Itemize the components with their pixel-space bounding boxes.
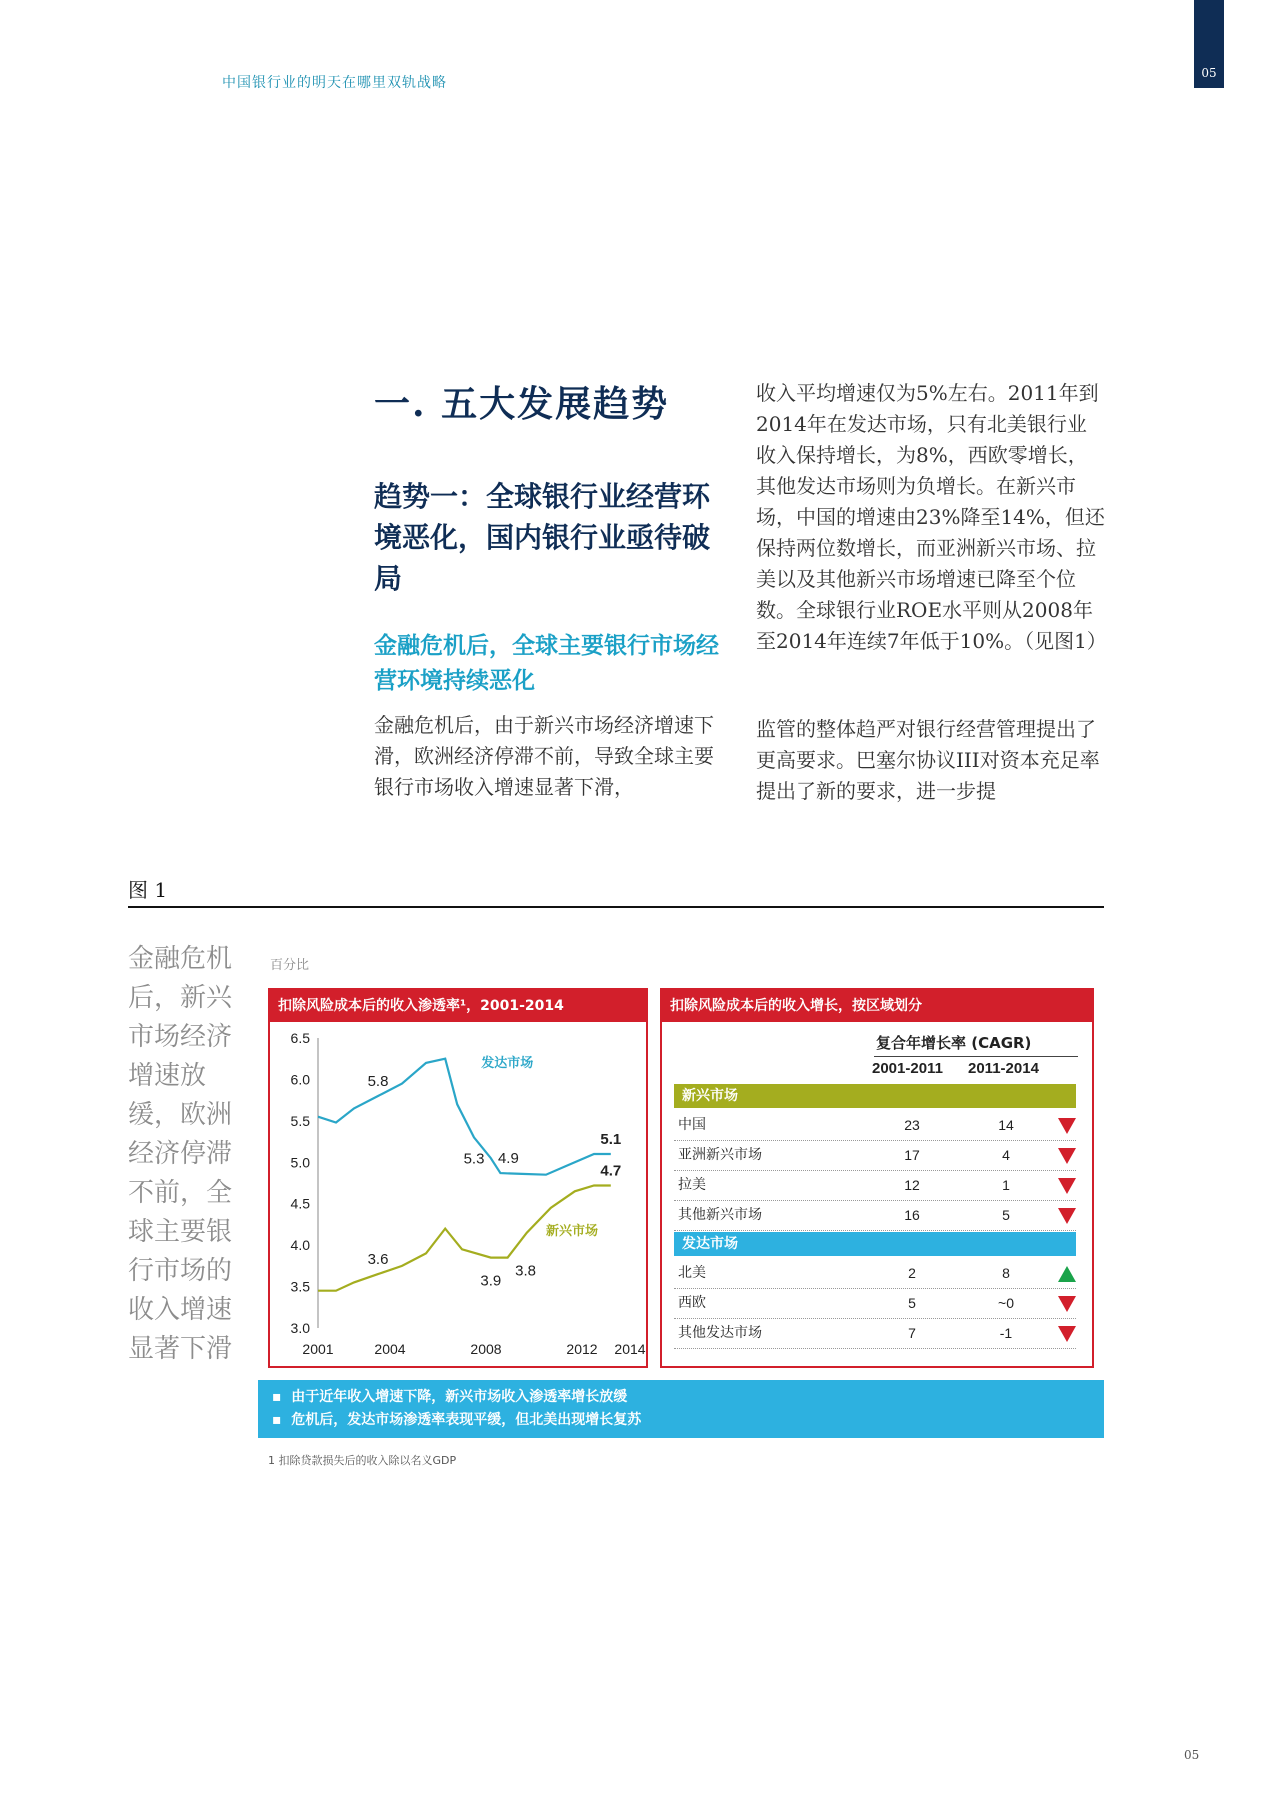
region-name: 拉美: [678, 1177, 706, 1193]
figure-footnote: 1 扣除贷款损失后的收入除以名义GDP: [268, 1454, 457, 1467]
cagr-2011-2014: 8: [1002, 1265, 1010, 1281]
bullet-item: ▪ 由于近年收入增速下降，新兴市场收入渗透率增长放缓: [272, 1389, 628, 1405]
x-tick-label: 2014: [614, 1341, 646, 1357]
cagr-2001-2011: 17: [904, 1147, 920, 1163]
x-tick-label: 2001: [302, 1341, 334, 1357]
chart-unit-label: 百分比: [270, 958, 310, 973]
y-tick-label: 4.0: [290, 1237, 310, 1254]
group-header-emerging: 新兴市场: [674, 1084, 1076, 1108]
section-title: 一. 五大发展趋势: [374, 383, 670, 425]
page-tab: [1194, 0, 1224, 88]
region-name: 其他新兴市场: [678, 1207, 762, 1223]
body-paragraph-left: 金融危机后，由于新兴市场经济增速下滑，欧洲经济停滞不前，导致全球主要银行市场收入增速显著下滑，: [374, 713, 714, 799]
region-name: 中国: [678, 1117, 706, 1133]
table-row: [674, 1258, 1076, 1289]
cagr-2001-2011: 7: [908, 1325, 916, 1341]
region-name: 其他发达市场: [678, 1325, 762, 1341]
cagr-2001-2011: 12: [904, 1177, 920, 1193]
y-tick-label: 4.5: [290, 1195, 310, 1212]
page-tab-number: 05: [1201, 66, 1217, 80]
trend-down-icon: [1058, 1208, 1076, 1224]
data-label: 4.7: [600, 1162, 622, 1180]
region-name: 西欧: [678, 1295, 706, 1311]
y-tick-label: 6.5: [290, 1030, 310, 1046]
bullet-item: ▪ 危机后，发达市场渗透率表现平缓，但北美出现增长复苏: [272, 1412, 642, 1428]
trend-title: 趋势一：全球银行业经营环境恶化，国内银行业亟待破局: [374, 480, 711, 595]
y-tick-label: 3.5: [290, 1278, 310, 1295]
data-label: 5.8: [367, 1073, 389, 1090]
chart-panel-title: 扣除风险成本后的收入渗透率¹，2001-2014: [270, 990, 646, 1022]
trend-down-icon: [1058, 1296, 1076, 1312]
data-label: 3.6: [367, 1251, 389, 1269]
y-tick-label: 6.0: [290, 1071, 310, 1088]
table-row: [674, 1200, 1076, 1231]
data-label: 5.3: [463, 1150, 485, 1168]
data-label: 3.9: [480, 1272, 502, 1290]
table-row: [674, 1110, 1076, 1141]
table-row: [674, 1170, 1076, 1201]
cagr-2001-2011: 23: [904, 1117, 920, 1133]
x-tick-label: 2012: [566, 1341, 598, 1357]
body-paragraph-right-1: 收入平均增速仅为5%左右。2011年到2014年在发达市场，只有北美银行业收入保持增长，为8%，西欧零增长，其他发达市场则为负增长。在新兴市场，中国的增速由23%降至14%，但还保持两位数增长，而亚洲新兴市场、拉美以及其他新兴市场增速已降至个位数。全球银行业ROE水平则从2008年至2014年连续7年低于10%。（见图1）: [756, 381, 1107, 653]
cagr-2011-2014: 1: [1002, 1177, 1010, 1193]
cagr-2001-2011: 16: [904, 1207, 920, 1223]
y-tick-label: 5.5: [290, 1112, 310, 1129]
y-tick-label: 5.0: [290, 1154, 310, 1171]
trend-down-icon: [1058, 1178, 1076, 1194]
body-paragraph-right-2: 监管的整体趋严对银行经营管理提出了更高要求。巴塞尔协议III对资本充足率提出了新的要求，进一步提: [756, 717, 1100, 803]
table-row: [674, 1140, 1076, 1171]
table-row: [674, 1288, 1076, 1319]
col-header-2011-2014: 2011-2014: [968, 1060, 1039, 1077]
page-number: 05: [1184, 1748, 1200, 1762]
cagr-2011-2014: 4: [1002, 1147, 1010, 1163]
trend-up-icon: [1058, 1266, 1076, 1282]
cagr-2001-2011: 5: [908, 1295, 916, 1311]
group-header-developed: 发达市场: [674, 1232, 1076, 1256]
cagr-2011-2014: 5: [1002, 1207, 1010, 1223]
cagr-2011-2014: ~0: [998, 1295, 1014, 1311]
y-tick-label: 3.0: [290, 1320, 310, 1336]
table-panel-title: 扣除风险成本后的收入增长，按区域划分: [662, 990, 1092, 1022]
series-name-developed: 发达市场: [481, 1056, 534, 1071]
cagr-2011-2014: -1: [999, 1325, 1013, 1341]
cagr-2011-2014: 14: [998, 1117, 1014, 1133]
figure-divider: [128, 906, 1104, 908]
trend-down-icon: [1058, 1118, 1076, 1134]
section-subtitle: 金融危机后，全球主要银行市场经营环境持续恶化: [374, 632, 719, 694]
region-name: 北美: [678, 1265, 706, 1281]
bullet-text: 由于近年收入增速下降，新兴市场收入渗透率增长放缓: [291, 1389, 628, 1405]
table-panel: [660, 988, 1094, 1368]
figure-bullets: [258, 1380, 1104, 1438]
cagr-header-rule: [874, 1056, 1078, 1057]
running-header-title: 中国银行业的明天在哪里双轨战略: [222, 75, 447, 91]
data-label: 4.9: [497, 1150, 519, 1168]
table-row: [674, 1318, 1076, 1349]
col-header-2001-2011: 2001-2011: [872, 1060, 943, 1077]
cagr-header: 复合年增长率 (CAGR): [876, 1034, 1032, 1052]
figure-side-quote: 金融危机后，新兴市场经济增速放缓，欧洲经济停滞不前，全球主要银行市场的收入增速显著下滑: [128, 944, 233, 1364]
x-tick-label: 2008: [470, 1341, 502, 1357]
chart-panel: [268, 988, 648, 1368]
region-name: 亚洲新兴市场: [678, 1147, 762, 1163]
bullet-text: 危机后，发达市场渗透率表现平缓，但北美出现增长复苏: [291, 1412, 642, 1428]
cagr-2001-2011: 2: [908, 1265, 916, 1281]
x-tick-label: 2004: [374, 1341, 406, 1357]
series-name-emerging: 新兴市场: [546, 1224, 599, 1240]
data-label: 3.8: [515, 1262, 537, 1280]
trend-down-icon: [1058, 1148, 1076, 1164]
figure-label: 图 1: [128, 878, 168, 902]
data-label: 5.1: [600, 1131, 622, 1148]
trend-down-icon: [1058, 1326, 1076, 1342]
line-chart: [270, 1024, 646, 1364]
